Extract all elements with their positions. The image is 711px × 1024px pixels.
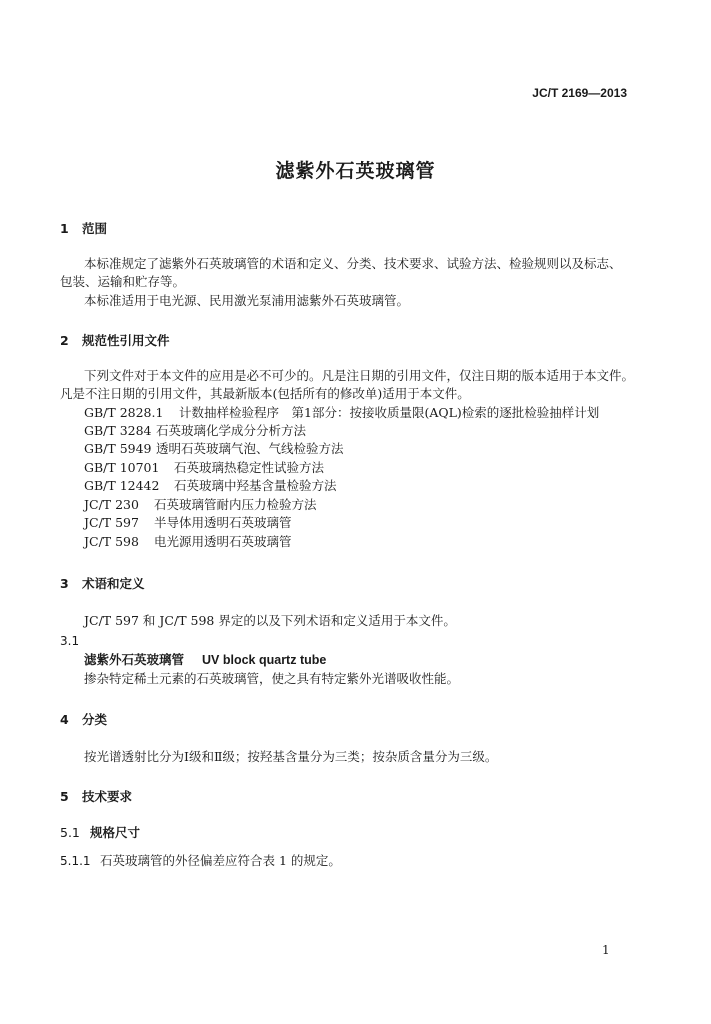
reference-item [84,533,292,551]
clause-5-1-1-number: 5.1.1 [60,854,91,868]
reference-title: 透明石英玻璃气泡、气线检验方法 [156,441,344,456]
section-5-number: 5 [60,789,69,804]
reference-title: 石英玻璃中羟基含量检验方法 [174,478,337,493]
section-3-number: 3 [60,576,69,591]
classification-text: 按光谱透射比分为Ⅰ级和Ⅱ级；按羟基含量分为三类；按杂质含量分为三级。 [84,749,498,764]
reference-item [84,404,599,422]
scope-paragraph-1-line-1: 本标准规定了滤紫外石英玻璃管的术语和定义、分类、技术要求、试验方法、检验规则以及标志、 [84,256,622,271]
reference-item [84,440,344,458]
section-3-title: 术语和定义 [82,576,145,591]
term-chinese: 滤紫外石英玻璃管 [84,652,185,667]
section-4-number: 4 [60,712,69,727]
reference-title: 半导体用透明石英玻璃管 [154,515,292,530]
reference-code: JC/T 230 [84,497,139,512]
reference-code: GB/T 12442 [84,478,160,493]
clause-5-1-1-text: 石英玻璃管的外径偏差应符合表 1 的规定。 [100,853,341,868]
subsection-5-1-heading [60,823,140,841]
section-1-title: 范围 [82,221,108,236]
reference-title: 石英玻璃热稳定性试验方法 [174,460,325,475]
reference-code: GB/T 5949 [84,441,152,456]
scope-paragraph-2: 本标准适用于电光源、民用激光泵浦用滤紫外石英玻璃管。 [84,293,410,308]
subsection-5-1-number: 5.1 [60,825,80,840]
terms-intro: JC/T 597 和 JC/T 598 界定的以及下列术语和定义适用于本文件。 [84,613,456,628]
reference-item [84,496,317,514]
page-number: 1 [602,943,610,957]
reference-title: 计数抽样检验程序 第1部分：按接收质量限(AQL)检索的逐批检验抽样计划 [179,405,600,420]
term-entry [84,651,326,669]
reference-title: 石英玻璃化学成分分析方法 [156,423,307,438]
section-3-heading [60,574,145,592]
reference-code: GB/T 2828.1 [84,405,164,420]
scope-paragraph-1-line-2: 包装、运输和贮存等。 [60,274,186,289]
references-intro-line-2: 凡是不注日期的引用文件，其最新版本(包括所有的修改单)适用于本文件。 [60,386,470,401]
reference-item [84,459,324,477]
references-intro-line-1: 下列文件对于本文件的应用是必不可少的。凡是注日期的引用文件，仅注日期的版本适用于本文件。 [84,368,635,383]
section-2-title: 规范性引用文件 [82,333,170,348]
reference-code: JC/T 598 [84,534,139,549]
reference-code: GB/T 3284 [84,423,152,438]
section-1-number: 1 [60,221,69,236]
reference-item [84,514,292,532]
reference-title: 电光源用透明石英玻璃管 [154,534,292,549]
section-5-title: 技术要求 [82,789,133,804]
reference-item [84,422,306,440]
section-5-heading [60,787,132,805]
clause-5-1-1 [60,852,341,870]
section-1-heading [60,219,107,237]
section-2-heading [60,331,170,349]
document-title: 滤紫外石英玻璃管 [275,160,436,182]
section-2-number: 2 [60,333,69,348]
section-4-heading [60,710,107,728]
term-definition: 掺杂特定稀土元素的石英玻璃管，使之具有特定紫外光谱吸收性能。 [84,671,460,686]
clause-3-1-number: 3.1 [60,634,80,648]
reference-item [84,477,337,495]
reference-code: JC/T 597 [84,515,139,530]
subsection-5-1-title: 规格尺寸 [90,825,141,840]
reference-title: 石英玻璃管耐内压力检验方法 [154,497,317,512]
standard-code: JC/T 2169—2013 [532,86,627,100]
reference-code: GB/T 10701 [84,460,160,475]
term-english: UV block quartz tube [202,653,327,667]
section-4-title: 分类 [82,712,108,727]
